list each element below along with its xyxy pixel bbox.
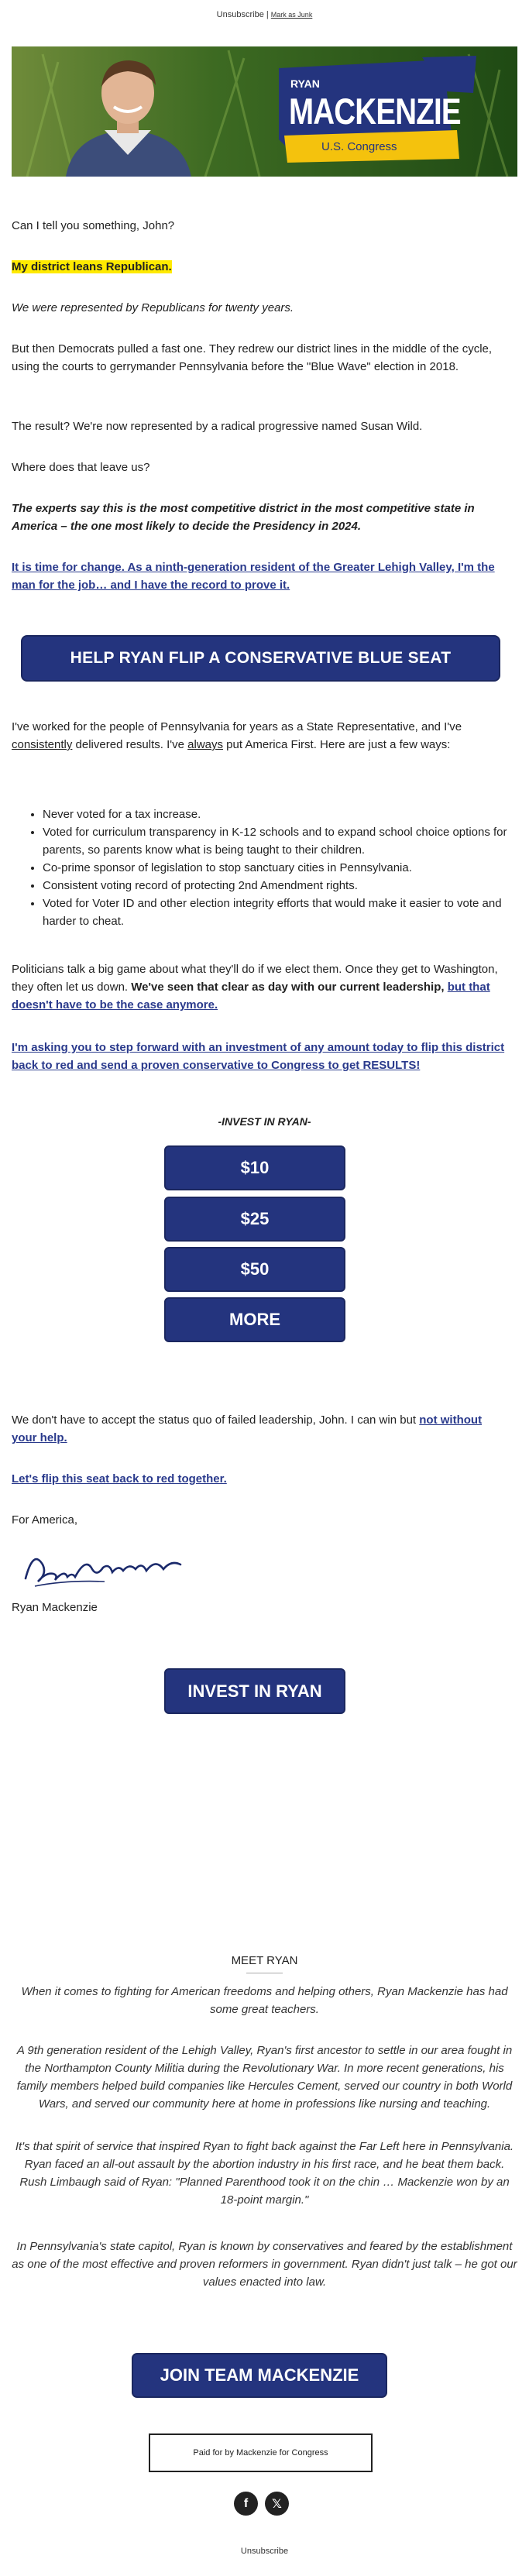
record-intro-always: always [187,738,223,751]
paragraph-republicans: We were represented by Republicans for twenty years. [12,301,294,314]
signature-image [19,1541,190,1595]
record-intro-a: I've worked for the people of Pennsylvania for years as a State Representative, and I've [12,720,462,733]
hero-banner [12,46,517,177]
record-intro-e: put America First. Here are just a few ways: [223,738,451,751]
politicians-bold: We've seen that clear as day with our current leadership, [131,981,448,994]
paragraph-result: The result? We're now represented by a radical progressive named Susan Wild. [12,420,423,433]
record-intro-consistently: consistently [12,738,73,751]
join-team-button[interactable]: JOIN TEAM MACKENZIE [132,2353,387,2398]
facebook-icon[interactable]: f [234,2492,258,2516]
flip-together-link[interactable]: Let's flip this seat back to red together. [12,1472,227,1485]
record-intro-c: delivered results. I've [72,738,188,751]
signoff: For America, [12,1513,78,1527]
paragraph-gerrymander: But then Democrats pulled a fast one. They redrew our district lines in the middle of the cycle, using the courts to gerrymander Pennsylvania before the "Blue Wave" election in 2018. [12,342,493,373]
logo-last-name: MACKENZIE [289,91,461,132]
list-item: • Co-prime sponsor of legislation to stop sanctuary cities in Pennsylvania. [43,859,507,877]
meet-paragraph-1: When it comes to fighting for American freedoms and helping others, Ryan Mackenzie has had some great teachers. [21,1985,508,2016]
meet-heading: MEET RYAN [231,1954,298,1967]
change-link[interactable]: It is time for change. As a ninth-generation resident of the Greater Lehigh Valley, I'm the man for the job… and I have the record to prove it. [12,561,495,592]
x-icon[interactable]: 𝕏 [265,2492,289,2516]
paragraph-status-quo [12,1411,507,1447]
donate-25-button[interactable]: $25 [164,1197,345,1242]
ask-link[interactable]: I'm asking you to step forward with an investment of any amount today to flip this district back to red and send a proven conservative to Congress to get RESULTS! [12,1041,505,1072]
paragraph-experts: The experts say this is the most competitive district in the most competitive state in America – the one most likely to decide the Presidency in 2024. [12,502,475,533]
politicians-link[interactable]: but that doesn't have to be the case anymore. [12,981,490,1012]
status-quo-link[interactable]: not without your help. [12,1413,483,1444]
highlighted-statement: My district leans Republican. [12,260,172,273]
paragraph-politicians [12,960,507,1014]
list-item: • Voted for Voter ID and other election integrity efforts that would make it easier to vote and harder to cheat. [43,895,507,930]
paragraph-change [12,558,507,594]
invest-in-ryan-button[interactable]: INVEST IN RYAN [164,1668,345,1714]
record-list [12,805,507,930]
donate-more-button[interactable]: MORE [164,1297,345,1342]
logo-office: U.S. Congress [321,140,397,153]
mark-as-junk-link[interactable]: Mark as Junk [270,11,313,19]
signer-name: Ryan Mackenzie [12,1601,98,1614]
greeting: Can I tell you something, John? [12,219,175,232]
status-quo-text: We don't have to accept the status quo of failed leadership, John. I can win but [12,1413,420,1427]
paragraph-question: Where does that leave us? [12,461,150,474]
paid-for-box: Paid for by Mackenzie for Congress [149,2433,373,2472]
district-statement [12,258,507,276]
politicians-text: Politicians talk a big game about what they'll do if we elect them. Once they get to Washington, they often let us down. [12,963,498,994]
separator: | [266,10,269,19]
meet-paragraph-2: A 9th generation resident of the Lehigh Valley, Ryan's first ancestor to settle in our area fought in the Northampton County Militia during the Revolutionary War. In more recent generations, his family members helped build companies like Hercules Cement, served our country in both World Wars, and served our community here at home in professions like nursing and teaching. [16,2044,513,2111]
list-item: • Consistent voting record of protecting 2nd Amendment rights. [43,877,507,895]
unsubscribe-link-top[interactable]: Unsubscribe [216,10,264,19]
invest-title: -INVEST IN RYAN- [218,1115,311,1128]
meet-paragraph-3: It's that spirit of service that inspired Ryan to fight back against the Far Left here in Pennsylvania. Ryan faced an all-out assault by the abortion industry in his first race, and he beat them back. Rush Limbaugh said of Ryan: "Planned Parenthood took it on the chin … Mackenzie won by an 18-point margin." [15,2140,514,2207]
donate-10-button[interactable]: $10 [164,1145,345,1190]
paragraph-record-intro [12,718,507,754]
meet-paragraph-4: In Pennsylvania's state capitol, Ryan is known by conservatives and feared by the establishment as one of the most effective and proven reformers in government. Ryan didn't just talk – he got our values enacted into law. [12,2240,517,2289]
donate-50-button[interactable]: $50 [164,1247,345,1292]
logo-first-name: RYAN [290,77,320,90]
list-item: • Never voted for a tax increase. [43,805,507,823]
flip-seat-button[interactable]: HELP RYAN FLIP A CONSERVATIVE BLUE SEAT [21,635,500,682]
list-item: • Voted for curriculum transparency in K-12 schools and to expand school choice options for parents, so parents know what is being taught to their children. [43,823,507,859]
paragraph-ask [12,1039,507,1074]
paragraph-flip [12,1470,507,1488]
preheader [0,0,529,19]
unsubscribe-link-bottom[interactable]: Unsubscribe [240,2547,289,2556]
